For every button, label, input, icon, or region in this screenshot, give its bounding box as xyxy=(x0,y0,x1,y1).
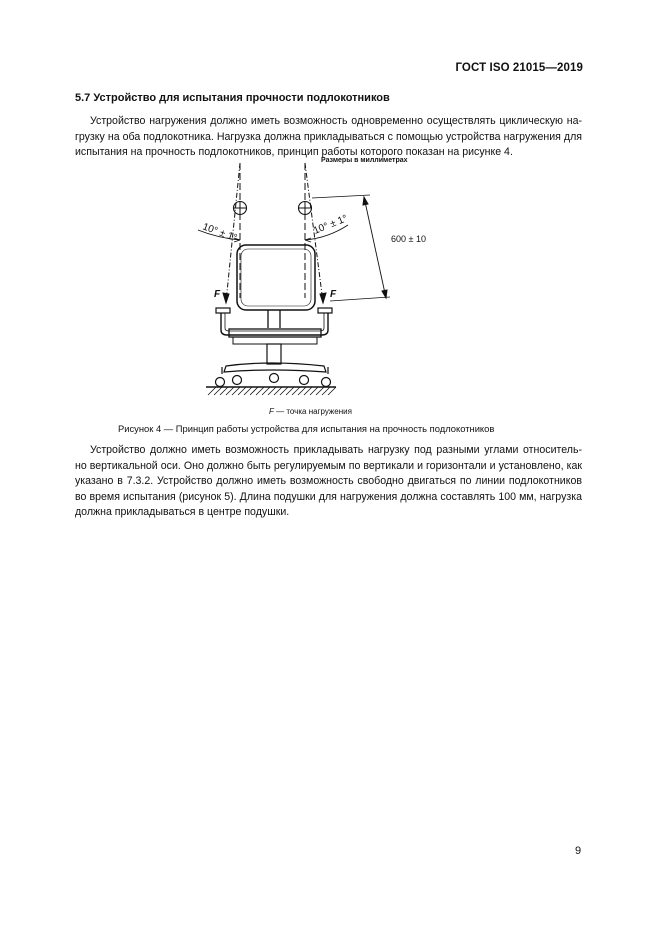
paragraph-device-requirements xyxy=(75,443,582,521)
legend-symbol: F xyxy=(269,407,274,416)
legend-text: — точка нагружения xyxy=(273,407,352,416)
caster-wheel xyxy=(216,378,225,387)
right-force-label: F xyxy=(330,289,337,300)
right-armrest-pad xyxy=(318,308,332,313)
dimension-line-600 xyxy=(364,197,386,298)
paragraph-line: должна прикладываться в центре подушки. xyxy=(75,506,290,519)
page-number: 9 xyxy=(575,845,582,857)
chair-seat xyxy=(229,329,321,337)
paragraph-armrest-device xyxy=(75,114,582,161)
paragraph-line: Устройство должно иметь возможность прикладывать нагрузку под разными углами относитель- xyxy=(90,444,582,456)
paragraph-line: грузку на оба подлокотника. Нагрузка должна прикладываться с помощью устройства нагружения для xyxy=(75,130,582,143)
chair-gas-column xyxy=(267,344,281,364)
left-armrest-pad xyxy=(216,308,230,313)
figure-legend xyxy=(269,407,352,416)
armrest-frame xyxy=(221,313,328,335)
caster-wheel xyxy=(300,376,309,385)
paragraph-line: испытания на прочность подлокотников, принцип работы которого показан на рисунке 4. xyxy=(75,146,513,159)
figure-caption: Рисунок 4 — Принцип работы устройства для испытания на прочность подлокотников xyxy=(118,423,495,434)
left-angle-label: 10° ± 1° xyxy=(200,221,239,245)
caster-wheel xyxy=(233,376,242,385)
paragraph-line: Устройство нагружения должно иметь возможность одновременно осуществлять циклическую на- xyxy=(90,115,582,127)
right-force-arrow xyxy=(320,293,326,303)
paragraph-line: но вертикальной оси. Оно должно быть регулируемым по вертикали и горизонтали и установлено, как xyxy=(75,459,582,472)
figure-armrest-test-diagram xyxy=(195,157,455,419)
paragraph-line: во время испытания (рисунок 5). Длина подушки для нагружения должна составлять 100 мм, нагрузка xyxy=(75,490,582,503)
dimension-extension-bottom xyxy=(330,297,390,301)
document-header: ГОСТ ISO 21015—2019 xyxy=(455,62,583,74)
caster-wheel xyxy=(322,378,331,387)
left-force-label: F xyxy=(214,289,221,300)
length-label: 600 ± 10 xyxy=(391,234,426,244)
right-angle-label: 10° ± 1° xyxy=(312,213,350,237)
chair-backrest xyxy=(237,245,315,310)
dimensions-note: Размеры в миллиметрах xyxy=(321,157,408,164)
left-force-arrow xyxy=(223,293,229,303)
paragraph-line: указано в 7.3.2. Устройство должно иметь возможность свободно двигаться по линии подлокотников xyxy=(75,475,582,488)
floor-hatching xyxy=(208,387,336,395)
dimension-extension-top xyxy=(312,195,370,198)
caster-wheel xyxy=(270,374,279,383)
armrest-test-drawing xyxy=(195,157,455,419)
section-title: 5.7 Устройство для испытания прочности подлокотников xyxy=(75,92,390,104)
